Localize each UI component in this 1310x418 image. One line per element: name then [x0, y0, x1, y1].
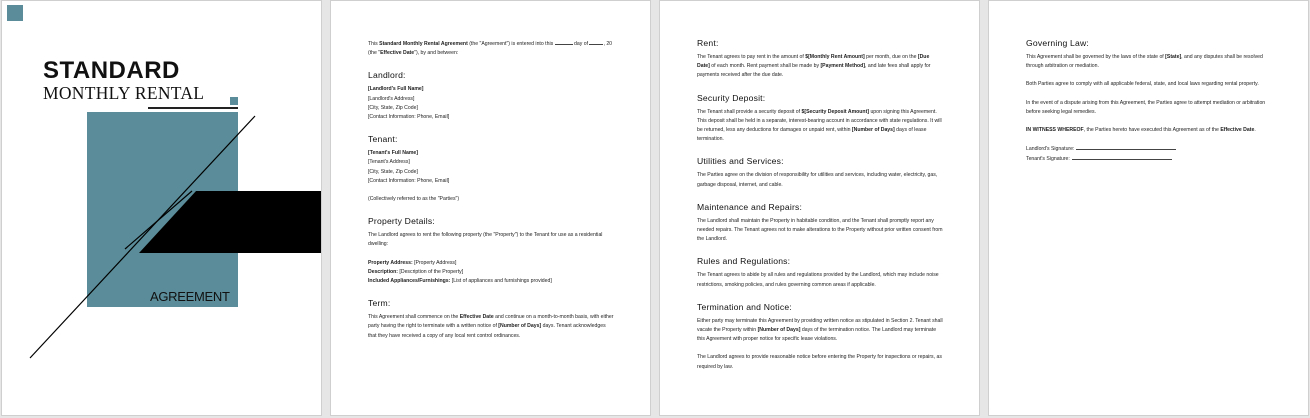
cover-page — [1, 0, 322, 416]
page-3-content — [697, 38, 943, 372]
landlord-name: [Landlord's Full Name] — [368, 86, 424, 93]
intro-paragraph: This Standard Monthly Rental Agreement (the "Agreement") is entered into this day of , 20 (the "Effective Date"), by and between: — [368, 41, 613, 57]
landlord-city: [City, State, Zip Code] — [368, 104, 418, 111]
page-2-content — [368, 39, 614, 341]
term-heading: Term: — [368, 298, 391, 309]
maintenance-paragraph: The Landlord shall maintain the Property in habitable condition, and the Tenant shall promptly report any needed repairs. The Tenant agrees not to make alterations to the Property without prior written consent from the Landlord. — [697, 217, 943, 243]
tenant-signature-line[interactable] — [1072, 154, 1172, 160]
cover-title-monthly-rental: MONTHLY RENTAL — [43, 83, 205, 103]
tenant-block — [368, 149, 614, 186]
landlord-block — [368, 85, 614, 122]
property-heading: Property Details: — [368, 216, 435, 227]
maintenance-heading: Maintenance and Repairs: — [697, 201, 803, 212]
governing-law-paragraph: This Agreement shall be governed by the laws of the state of [State], and any disputes shall be resolved through arbitration or mediation. — [1026, 54, 1263, 70]
landlord-heading: Landlord: — [368, 70, 406, 81]
tenant-contact: [Contact Information: Phone, Email] — [368, 177, 450, 184]
tenant-signature-label: Tenant's Signature: — [1026, 156, 1070, 163]
governing-law-heading: Governing Law: — [1026, 38, 1089, 48]
compliance-paragraph: Both Parties agree to comply with all applicable federal, state, and local laws regarding rental property. — [1026, 81, 1259, 88]
day-blank — [555, 39, 573, 45]
termination-paragraph: Either party may terminate this Agreement by providing written notice as stipulated in Section 2. Tenant shall vacate the Property within [Number of Days] days of the termination notice. The Landlord may terminate this Agreement with proper notice for specific lease violations. — [697, 317, 943, 343]
term-paragraph: This Agreement shall commence on the Effective Date and continue on a month-to-month basis, with either party having the right to terminate with a written notice of [Number of Days] days. Tenant acknowledges that they have received a copy of any local rent control ordinances. — [368, 314, 614, 339]
rules-paragraph: The Tenant agrees to abide by all rules and regulations provided by the Landlord, which may include noise restrictions, smoking policies, and rules governing common areas if applicable. — [697, 272, 939, 288]
property-list: Property Address: [Property Address] Description: [Description of the Property] Included Appliances/Furnishings: [List of appliances and furnishings provided] — [368, 259, 552, 285]
landlord-signature-label: Landlord's Signature: — [1026, 146, 1075, 153]
tenant-address: [Tenant's Address] — [368, 159, 410, 166]
utilities-heading: Utilities and Services: — [697, 156, 784, 167]
deposit-paragraph: The Tenant shall provide a security deposit of $[Security Deposit Amount] upon signing this Agreement. This deposit shall be held in a separate, interest-bearing account in accordance with state regulations. It will be returned, less any deductions for damages or unpaid rent, within [Number of Days] days of lease termination. — [697, 108, 942, 143]
diagonal-lines-decoration — [2, 1, 322, 416]
landlord-signature-line[interactable] — [1076, 144, 1176, 150]
dispute-paragraph: In the event of a dispute arising from this Agreement, the Parties agree to attempt mediation or arbitration before seeking legal remedies. — [1026, 99, 1266, 115]
landlord-contact: [Contact Information: Phone, Email] — [368, 114, 450, 121]
rules-heading: Rules and Regulations: — [697, 256, 791, 267]
utilities-paragraph: The Parties agree on the division of responsibility for utilities and services, including water, electricity, gas, garbage disposal, internet, and cable. — [697, 172, 938, 188]
inspection-paragraph: The Landlord agrees to provide reasonable notice before entering the Property for inspections or repairs, as required by law. — [697, 354, 942, 370]
tenant-name: [Tenant's Full Name] — [368, 150, 418, 157]
cover-title-standard: STANDARD — [43, 57, 180, 84]
deposit-heading: Security Deposit: — [697, 92, 766, 103]
tenant-city: [City, State, Zip Code] — [368, 168, 418, 175]
rent-paragraph: The Tenant agrees to pay rent in the amount of $[Monthly Rent Amount] per month, due on the [Due Date] of each month. Rent payment shall be made by [Payment Method], and late fees shall apply for payments received after the due date. — [697, 54, 931, 79]
parties-note: (Collectively referred to as the "Parties") — [368, 196, 460, 203]
rent-heading: Rent: — [697, 38, 719, 48]
landlord-address: [Landlord's Address] — [368, 95, 415, 102]
termination-heading: Termination and Notice: — [697, 301, 792, 312]
month-blank — [589, 39, 603, 45]
witness-paragraph: IN WITNESS WHEREOF, the Parties hereto have executed this Agreement as of the Effective Date. — [1026, 127, 1256, 134]
property-intro: The Landlord agrees to rent the following property (the "Property") to the Tenant for use as a residential dwelling: — [368, 232, 603, 248]
signature-block — [1026, 144, 1272, 164]
page-3 — [659, 0, 980, 416]
page-4-content — [1026, 38, 1272, 165]
page-2 — [330, 0, 651, 416]
tenant-heading: Tenant: — [368, 134, 398, 145]
cover-title-agreement: AGREEMENT — [150, 289, 230, 304]
page-4 — [988, 0, 1309, 416]
